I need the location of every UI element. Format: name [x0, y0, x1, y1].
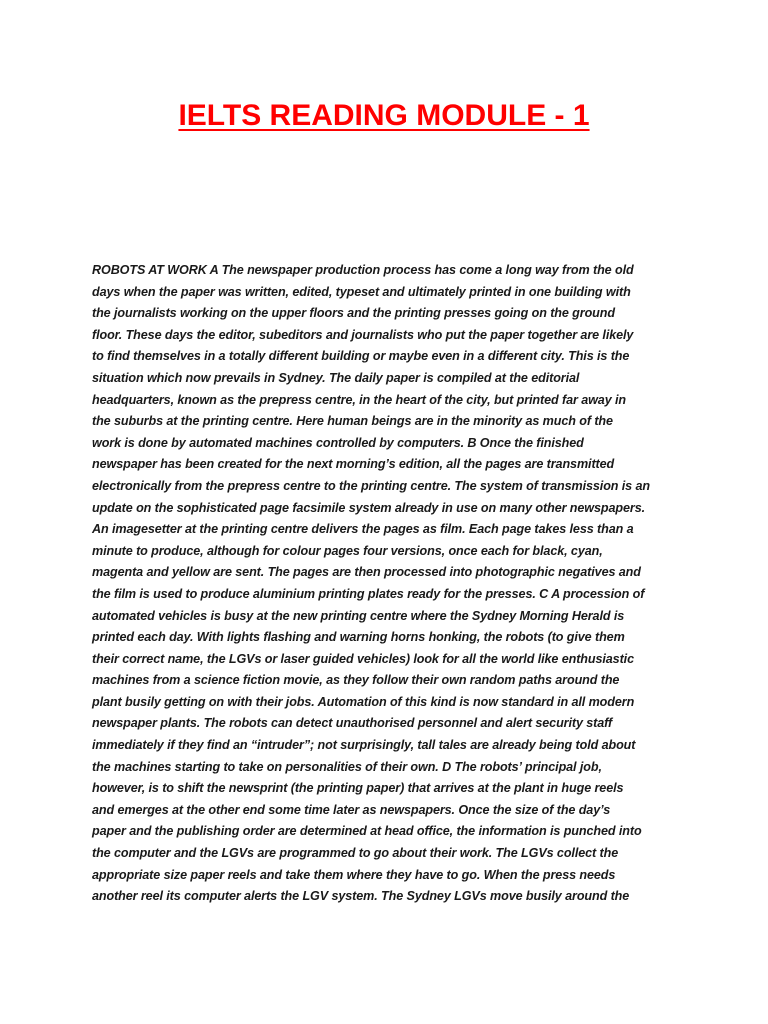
- page-title: IELTS READING MODULE - 1: [178, 99, 590, 132]
- passage-line: update on the sophisticated page facsimile system already in use on many other newspapers.: [92, 500, 645, 515]
- passage-line: electronically from the prepress centre to the printing centre. The system of transmission is an: [92, 478, 650, 493]
- passage-line: days when the paper was written, edited, typeset and ultimately printed in one building with: [92, 284, 631, 299]
- passage-line: the journalists working on the upper floors and the printing presses going on the ground: [92, 306, 615, 321]
- passage-line: plant busily getting on with their jobs. Automation of this kind is now standard in all modern: [92, 694, 635, 709]
- passage-line: appropriate size paper reels and take them where they have to go. When the press needs: [92, 867, 616, 882]
- passage-line: automated vehicles is busy at the new printing centre where the Sydney Morning Herald is: [92, 608, 625, 623]
- passage-line: their correct name, the LGVs or laser guided vehicles) look for all the world like enthusiastic: [92, 651, 634, 666]
- passage-line: situation which now prevails in Sydney. The daily paper is compiled at the editorial: [92, 370, 580, 385]
- passage-line: magenta and yellow are sent. The pages are then processed into photographic negatives and: [92, 565, 641, 580]
- passage-line: the suburbs at the printing centre. Here human beings are in the minority as much of the: [92, 414, 613, 429]
- passage-line: however, is to shift the newsprint (the printing paper) that arrives at the plant in huge reels: [92, 781, 624, 796]
- passage-line: headquarters, known as the prepress centre, in the heart of the city, but printed far away in: [92, 392, 626, 407]
- passage-line: paper and the publishing order are determined at head office, the information is punched into: [92, 824, 642, 839]
- passage-line: newspaper plants. The robots can detect unauthorised personnel and alert security staff: [92, 716, 613, 731]
- passage-line: and emerges at the other end some time later as newspapers. Once the size of the day’s: [92, 802, 611, 817]
- passage-line: the film is used to produce aluminium printing plates ready for the presses. C A procession of: [92, 586, 645, 601]
- passage-line: the computer and the LGVs are programmed to go about their work. The LGVs collect the: [92, 846, 619, 861]
- passage-line: printed each day. With lights flashing and warning horns honking, the robots (to give them: [92, 630, 625, 645]
- passage-line: to find themselves in a totally different building or maybe even in a different city. This is the: [92, 349, 630, 364]
- passage-line: An imagesetter at the printing centre delivers the pages as film. Each page takes less than a: [92, 522, 634, 537]
- passage-line: the machines starting to take on personalities of their own. D The robots’ principal job,: [92, 759, 602, 774]
- passage-text: [92, 260, 692, 908]
- passage-line: another reel its computer alerts the LGV system. The Sydney LGVs move busily around the: [92, 889, 630, 904]
- passage-line: newspaper has been created for the next morning’s edition, all the pages are transmitted: [92, 457, 615, 472]
- passage-line: work is done by automated machines controlled by computers. B Once the finished: [92, 435, 584, 450]
- passage-line: minute to produce, although for colour pages four versions, once each for black, cyan,: [92, 543, 603, 558]
- passage-line: immediately if they find an “intruder”; not surprisingly, tall tales are already being told about: [92, 738, 636, 753]
- passage-line: ROBOTS AT WORK A The newspaper production process has come a long way from the old: [92, 263, 634, 277]
- passage-line: floor. These days the editor, subeditors and journalists who put the paper together are likely: [92, 327, 634, 342]
- passage-line: machines from a science fiction movie, as they follow their own random paths around the: [92, 673, 620, 688]
